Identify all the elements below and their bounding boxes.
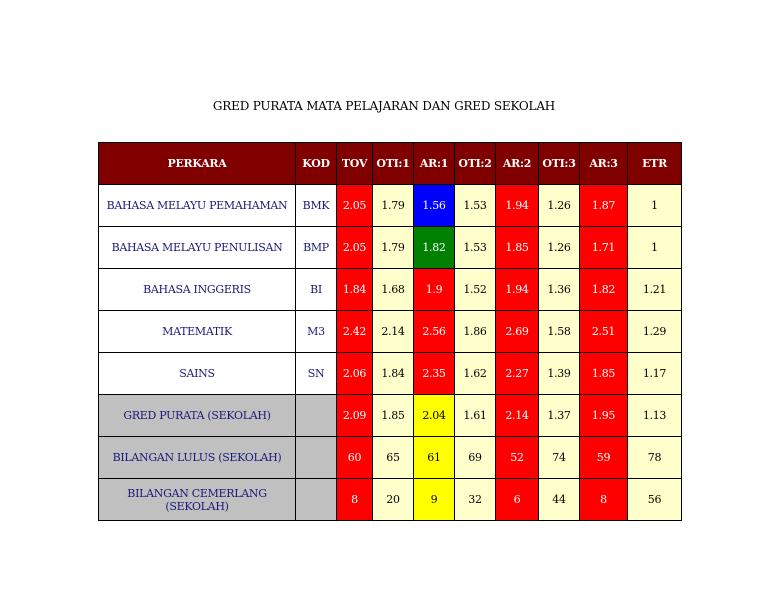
grade-cell: 1.21 bbox=[628, 269, 682, 311]
page-title: GRED PURATA MATA PELAJARAN DAN GRED SEKOLAH bbox=[212, 99, 556, 113]
column-header-oti-3: OTI:3 bbox=[539, 143, 580, 185]
row-code: BMK bbox=[296, 185, 337, 227]
grade-cell: 1.26 bbox=[539, 227, 580, 269]
grade-cell: 1.94 bbox=[496, 185, 539, 227]
grade-cell: 2.14 bbox=[496, 395, 539, 437]
row-code: BMP bbox=[296, 227, 337, 269]
grade-cell: 1.94 bbox=[496, 269, 539, 311]
column-header-ar-1: AR:1 bbox=[414, 143, 455, 185]
grade-cell: 65 bbox=[373, 437, 414, 479]
grade-cell: 1.9 bbox=[414, 269, 455, 311]
row-code bbox=[296, 437, 337, 479]
grade-cell: 2.05 bbox=[337, 185, 373, 227]
grade-cell: 2.51 bbox=[580, 311, 628, 353]
column-header-tov: TOV bbox=[337, 143, 373, 185]
grade-cell: 69 bbox=[455, 437, 496, 479]
table-row bbox=[99, 437, 682, 479]
grade-cell: 1.87 bbox=[580, 185, 628, 227]
grade-cell: 2.05 bbox=[337, 227, 373, 269]
grade-cell: 1.82 bbox=[580, 269, 628, 311]
table-row bbox=[99, 269, 682, 311]
grade-cell: 1.36 bbox=[539, 269, 580, 311]
row-label: GRED PURATA (SEKOLAH) bbox=[99, 395, 296, 437]
grade-cell: 59 bbox=[580, 437, 628, 479]
grade-cell: 1.82 bbox=[414, 227, 455, 269]
row-code: M3 bbox=[296, 311, 337, 353]
grade-cell: 2.06 bbox=[337, 353, 373, 395]
row-label: BAHASA MELAYU PENULISAN bbox=[99, 227, 296, 269]
grade-cell: 1.61 bbox=[455, 395, 496, 437]
table-row bbox=[99, 311, 682, 353]
grade-cell: 1.85 bbox=[496, 227, 539, 269]
grade-cell: 1.26 bbox=[539, 185, 580, 227]
grade-cell: 1.95 bbox=[580, 395, 628, 437]
grade-cell: 1.29 bbox=[628, 311, 682, 353]
grade-cell: 2.09 bbox=[337, 395, 373, 437]
grade-cell: 1.85 bbox=[580, 353, 628, 395]
row-label: SAINS bbox=[99, 353, 296, 395]
grade-cell: 2.27 bbox=[496, 353, 539, 395]
column-header-ar-2: AR:2 bbox=[496, 143, 539, 185]
row-code: BI bbox=[296, 269, 337, 311]
column-header-kod: KOD bbox=[296, 143, 337, 185]
row-label: BAHASA MELAYU PEMAHAMAN bbox=[99, 185, 296, 227]
grade-cell: 2.14 bbox=[373, 311, 414, 353]
column-header-ar-3: AR:3 bbox=[580, 143, 628, 185]
table-row bbox=[99, 185, 682, 227]
grade-cell: 32 bbox=[455, 479, 496, 521]
grade-cell: 20 bbox=[373, 479, 414, 521]
table-row bbox=[99, 395, 682, 437]
table-row bbox=[99, 353, 682, 395]
table-row bbox=[99, 479, 682, 521]
column-header-oti-1: OTI:1 bbox=[373, 143, 414, 185]
grade-cell: 1.39 bbox=[539, 353, 580, 395]
grade-cell: 1.17 bbox=[628, 353, 682, 395]
grade-cell: 2.04 bbox=[414, 395, 455, 437]
row-code: SN bbox=[296, 353, 337, 395]
grade-cell: 1.58 bbox=[539, 311, 580, 353]
grade-cell: 2.35 bbox=[414, 353, 455, 395]
grade-cell: 1.71 bbox=[580, 227, 628, 269]
column-header-perkara: PERKARA bbox=[99, 143, 296, 185]
column-header-oti-2: OTI:2 bbox=[455, 143, 496, 185]
row-label: BILANGAN CEMERLANG (SEKOLAH) bbox=[99, 479, 296, 521]
header-row bbox=[99, 143, 682, 185]
grade-cell: 1.86 bbox=[455, 311, 496, 353]
grade-cell: 1 bbox=[628, 185, 682, 227]
grade-cell: 2.56 bbox=[414, 311, 455, 353]
grade-cell: 74 bbox=[539, 437, 580, 479]
grade-cell: 1.53 bbox=[455, 185, 496, 227]
grade-cell: 1.85 bbox=[373, 395, 414, 437]
row-code bbox=[296, 479, 337, 521]
grade-cell: 9 bbox=[414, 479, 455, 521]
grade-cell: 52 bbox=[496, 437, 539, 479]
grade-cell: 1.62 bbox=[455, 353, 496, 395]
column-header-etr: ETR bbox=[628, 143, 682, 185]
grade-cell: 1 bbox=[628, 227, 682, 269]
row-code bbox=[296, 395, 337, 437]
grade-cell: 1.79 bbox=[373, 185, 414, 227]
grade-cell: 44 bbox=[539, 479, 580, 521]
grade-cell: 1.79 bbox=[373, 227, 414, 269]
grade-cell: 2.69 bbox=[496, 311, 539, 353]
grade-cell: 1.84 bbox=[373, 353, 414, 395]
grade-cell: 2.42 bbox=[337, 311, 373, 353]
row-label: BAHASA INGGERIS bbox=[99, 269, 296, 311]
row-label: MATEMATIK bbox=[99, 311, 296, 353]
grade-cell: 1.37 bbox=[539, 395, 580, 437]
grade-cell: 1.53 bbox=[455, 227, 496, 269]
grade-cell: 61 bbox=[414, 437, 455, 479]
grade-cell: 8 bbox=[580, 479, 628, 521]
grade-cell: 1.52 bbox=[455, 269, 496, 311]
row-label: BILANGAN LULUS (SEKOLAH) bbox=[99, 437, 296, 479]
grade-cell: 1.84 bbox=[337, 269, 373, 311]
grade-table bbox=[98, 142, 682, 521]
grade-cell: 1.68 bbox=[373, 269, 414, 311]
grade-cell: 1.56 bbox=[414, 185, 455, 227]
grade-cell: 60 bbox=[337, 437, 373, 479]
grade-cell: 6 bbox=[496, 479, 539, 521]
table-row bbox=[99, 227, 682, 269]
grade-cell: 1.13 bbox=[628, 395, 682, 437]
grade-cell: 56 bbox=[628, 479, 682, 521]
grade-cell: 78 bbox=[628, 437, 682, 479]
grade-cell: 8 bbox=[337, 479, 373, 521]
